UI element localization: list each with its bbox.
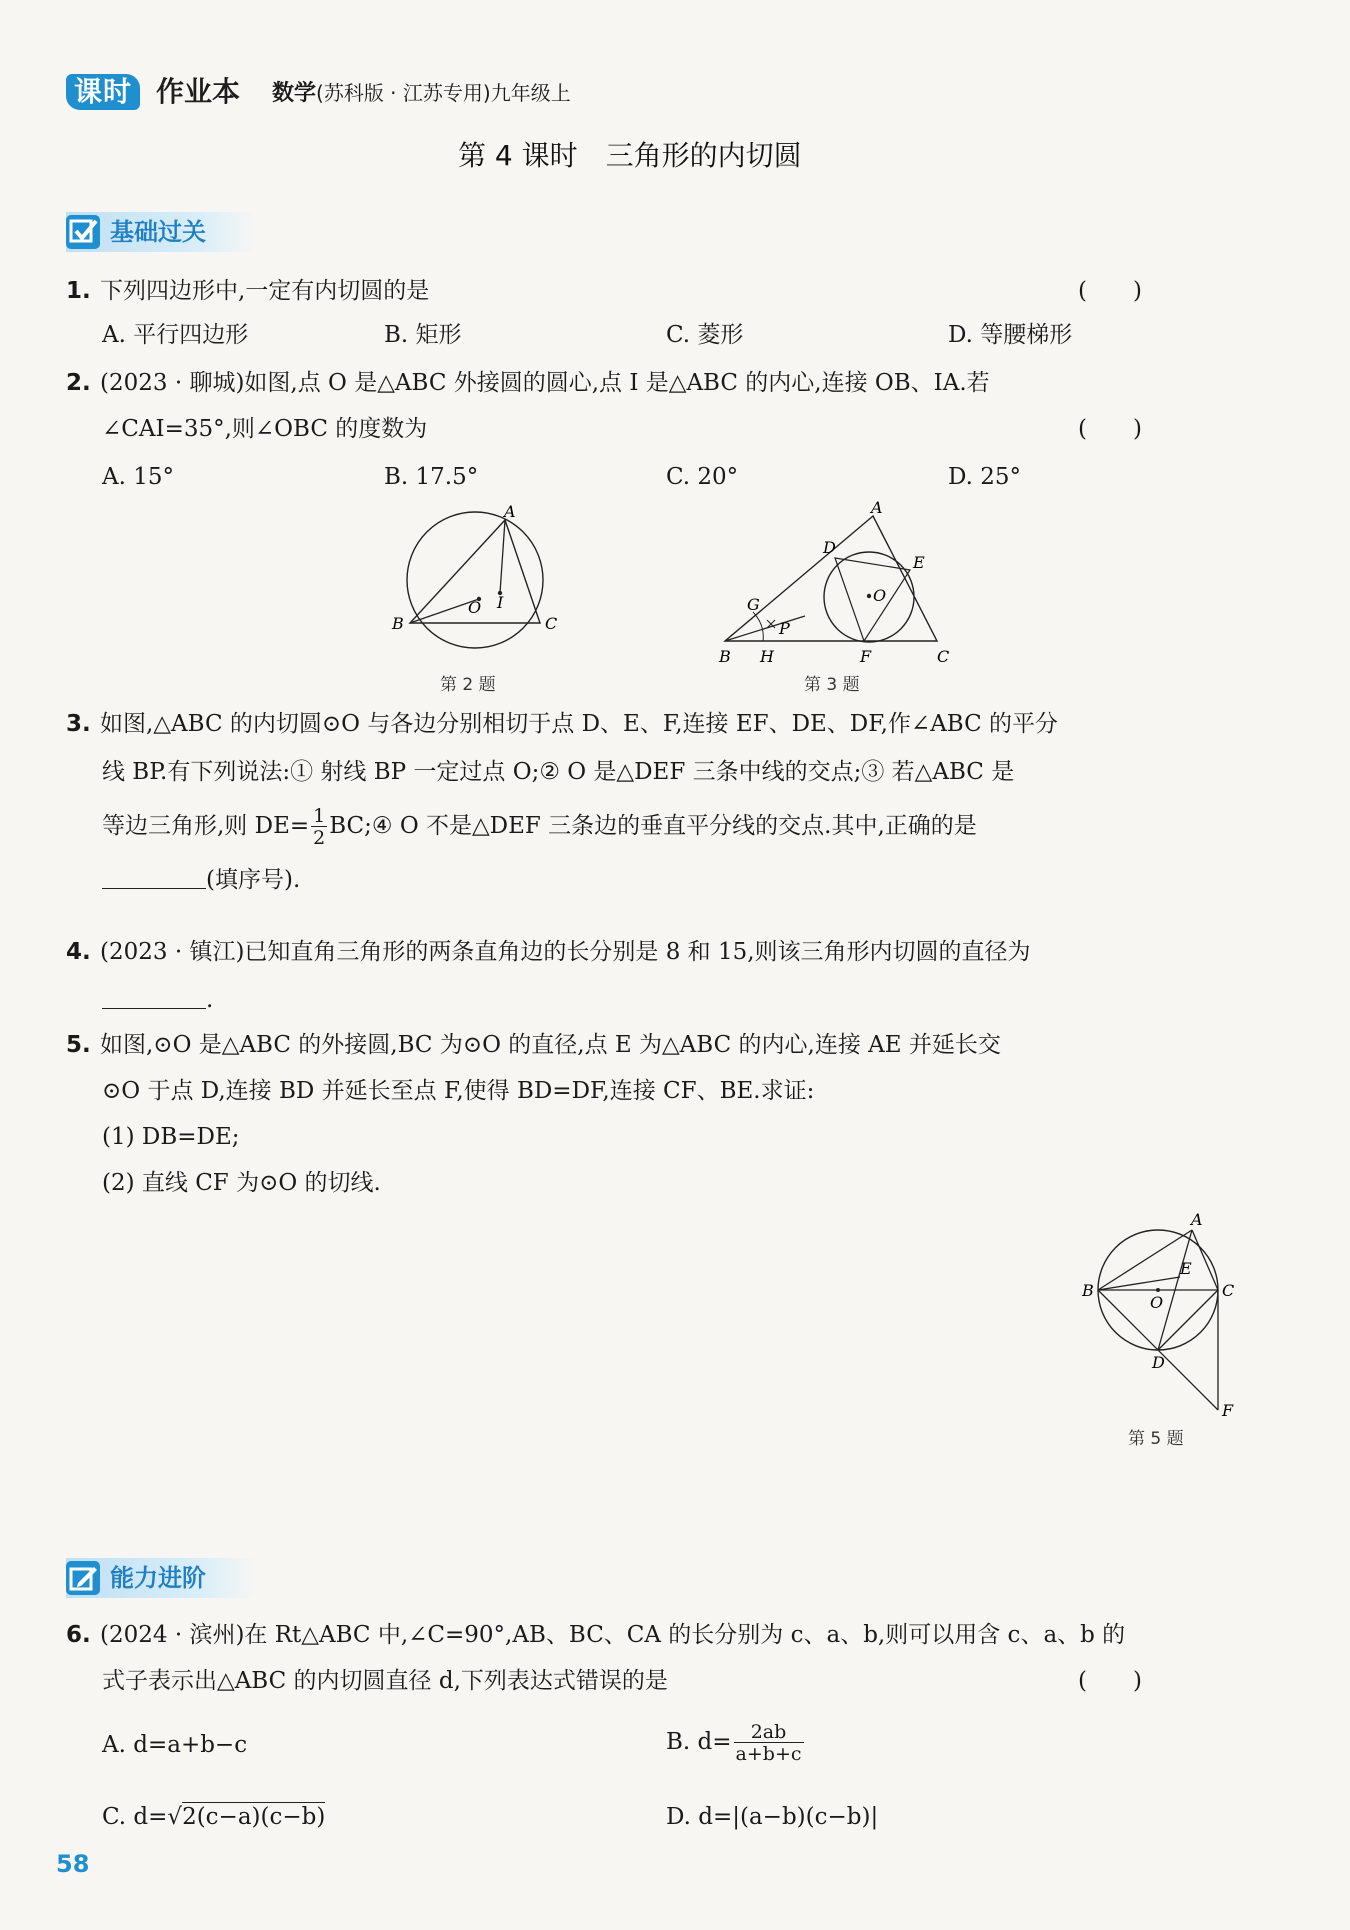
- q3-number: 3.: [66, 711, 91, 737]
- section-advanced-label: 能力进阶: [110, 1564, 206, 1592]
- q5-part1: (1) DB=DE;: [102, 1124, 240, 1150]
- figure-3: [705, 500, 955, 670]
- fig3-label-d: D: [823, 538, 836, 557]
- fig3-label-a: A: [871, 500, 883, 517]
- q5-line1: 如图,⊙O 是△ABC 的外接圆,BC 为⊙O 的直径,点 E 为△ABC 的内心,连接 AE 并延长交: [100, 1032, 1001, 1058]
- pencil-icon: [66, 1561, 100, 1595]
- fig5-label-o: O: [1150, 1293, 1164, 1312]
- q2-answer-paren: ( ): [1078, 416, 1142, 442]
- q5-number: 5.: [66, 1032, 91, 1058]
- q4-number: 4.: [66, 939, 91, 965]
- fig3-label-h: H: [760, 647, 774, 666]
- q3-fraction: [311, 804, 327, 849]
- figure-2: [380, 505, 570, 660]
- q5-part2: (2) 直线 CF 为⊙O 的切线.: [102, 1170, 381, 1196]
- q1-stem: 下列四边形中,一定有内切圆的是: [100, 278, 430, 304]
- question-1: [66, 268, 1246, 314]
- question-5: [66, 1022, 1246, 1206]
- page-number: 58: [56, 1850, 90, 1878]
- fig3-label-c: C: [937, 647, 950, 666]
- fig2-label-i: I: [497, 593, 504, 612]
- subject-line: [272, 78, 571, 109]
- q2-option-b: B. 17.5°: [384, 464, 479, 490]
- q4-answer-blank[interactable]: [102, 980, 206, 1009]
- fig5-label-c: C: [1222, 1281, 1235, 1300]
- fig2-label-b: B: [392, 614, 404, 633]
- q6-option-b-fraction: [734, 1720, 804, 1765]
- book-title: 作业本: [156, 75, 241, 108]
- section-basic-label: 基础过关: [110, 218, 206, 246]
- q6-option-b: [666, 1710, 806, 1774]
- lesson-title: 第 4 课时 三角形的内切圆: [458, 139, 802, 172]
- fig5-label-d: D: [1152, 1353, 1165, 1372]
- q6-option-b-pre: B. d=: [666, 1729, 732, 1755]
- q3-line3-pre: 等边三角形,则 DE=: [102, 813, 310, 839]
- q4-line1: (2023 · 镇江)已知直角三角形的两条直角边的长分别是 8 和 15,则该三角形内切圆的直径为: [100, 939, 1031, 965]
- fig3-label-f: F: [860, 647, 872, 666]
- q1-option-b: B. 矩形: [384, 322, 462, 348]
- fig2-label-c: C: [545, 614, 558, 633]
- q6-line1: (2024 · 滨州)在 Rt△ABC 中,∠C=90°,AB、BC、CA 的长分别为 c、a、b,则可以用含 c、a、b 的: [100, 1622, 1126, 1648]
- q6-option-c-pre: C. d=√: [102, 1804, 183, 1830]
- q4-line2: .: [206, 987, 214, 1013]
- series-logo: 课时: [66, 74, 140, 110]
- checkmark-icon: [66, 215, 100, 249]
- fig2-label-o: O: [468, 598, 482, 617]
- q5-line2: ⊙O 于点 D,连接 BD 并延长至点 F,使得 BD=DF,连接 CF、BE.求证:: [102, 1078, 815, 1104]
- q6-option-a: A. d=a+b−c: [102, 1732, 248, 1758]
- q6-answer-paren: ( ): [1078, 1668, 1142, 1694]
- fig5-label-a: A: [1191, 1210, 1203, 1229]
- fig2-label-a: A: [504, 505, 516, 521]
- q6-line2: 式子表示出△ABC 的内切圆直径 d,下列表达式错误的是: [102, 1668, 668, 1694]
- fig3-label-g: G: [747, 595, 760, 614]
- q1-option-c: C. 菱形: [666, 322, 744, 348]
- q3-line4: (填序号).: [206, 867, 301, 893]
- q6-option-c-radicand: 2(c−a)(c−b): [182, 1804, 326, 1830]
- q2-option-d: D. 25°: [948, 464, 1022, 490]
- q2-option-a: A. 15°: [102, 464, 174, 490]
- q3-frac-num: 1: [313, 804, 326, 827]
- question-2: [66, 360, 1246, 452]
- q2-number: 2.: [66, 370, 91, 396]
- q3-line1: 如图,△ABC 的内切圆⊙O 与各边分别相切于点 D、E、F,连接 EF、DE、DF,作∠ABC 的平分: [100, 711, 1059, 737]
- q6-option-d: D. d=|(a−b)(c−b)|: [666, 1804, 879, 1830]
- figure-5-caption: 第 5 题: [1128, 1429, 1184, 1449]
- fig5-label-e: E: [1180, 1259, 1192, 1278]
- fig3-label-p: P: [779, 619, 790, 638]
- question-6: [66, 1612, 1246, 1704]
- q6-option-b-den: a+b+c: [735, 1742, 802, 1765]
- figure-5: [1080, 1210, 1240, 1420]
- q3-answer-blank[interactable]: [102, 860, 206, 889]
- figure-3-caption: 第 3 题: [804, 675, 860, 695]
- question-4: [66, 928, 1246, 1024]
- q2-option-c: C. 20°: [666, 464, 739, 490]
- q1-number: 1.: [66, 278, 91, 304]
- q1-option-a: A. 平行四边形: [102, 322, 249, 348]
- q2-stem-line2: ∠CAI=35°,则∠OBC 的度数为: [102, 416, 428, 442]
- q6-option-c: [102, 1800, 325, 1834]
- q6-number: 6.: [66, 1622, 91, 1648]
- fig3-label-o: O: [873, 586, 887, 605]
- subject-edition: (苏科版 · 江苏专用)九年级上: [316, 81, 571, 105]
- section-basic: [66, 212, 256, 252]
- section-advanced: [66, 1558, 256, 1598]
- fig5-label-f: F: [1222, 1401, 1234, 1420]
- fig3-label-b: B: [719, 647, 731, 666]
- q3-line2: 线 BP.有下列说法:① 射线 BP 一定过点 O;② O 是△DEF 三条中线的交点;③ 若△ABC 是: [102, 759, 1015, 785]
- fig3-label-e: E: [913, 553, 925, 572]
- q6-option-b-num: 2ab: [734, 1723, 804, 1743]
- figure-2-caption: 第 2 题: [440, 675, 496, 695]
- fig5-label-b: B: [1082, 1281, 1094, 1300]
- q1-answer-paren: ( ): [1078, 278, 1142, 304]
- question-3: [66, 700, 1246, 904]
- q1-option-d: D. 等腰梯形: [948, 322, 1073, 348]
- q3-frac-den: 2: [313, 826, 326, 849]
- q2-stem-line1: (2023 · 聊城)如图,点 O 是△ABC 外接圆的圆心,点 I 是△ABC 的内心,连接 OB、IA.若: [100, 370, 990, 396]
- q3-line3-post: BC;④ O 不是△DEF 三条边的垂直平分线的交点.其中,正确的是: [329, 813, 977, 839]
- subject-name: 数学: [272, 81, 317, 106]
